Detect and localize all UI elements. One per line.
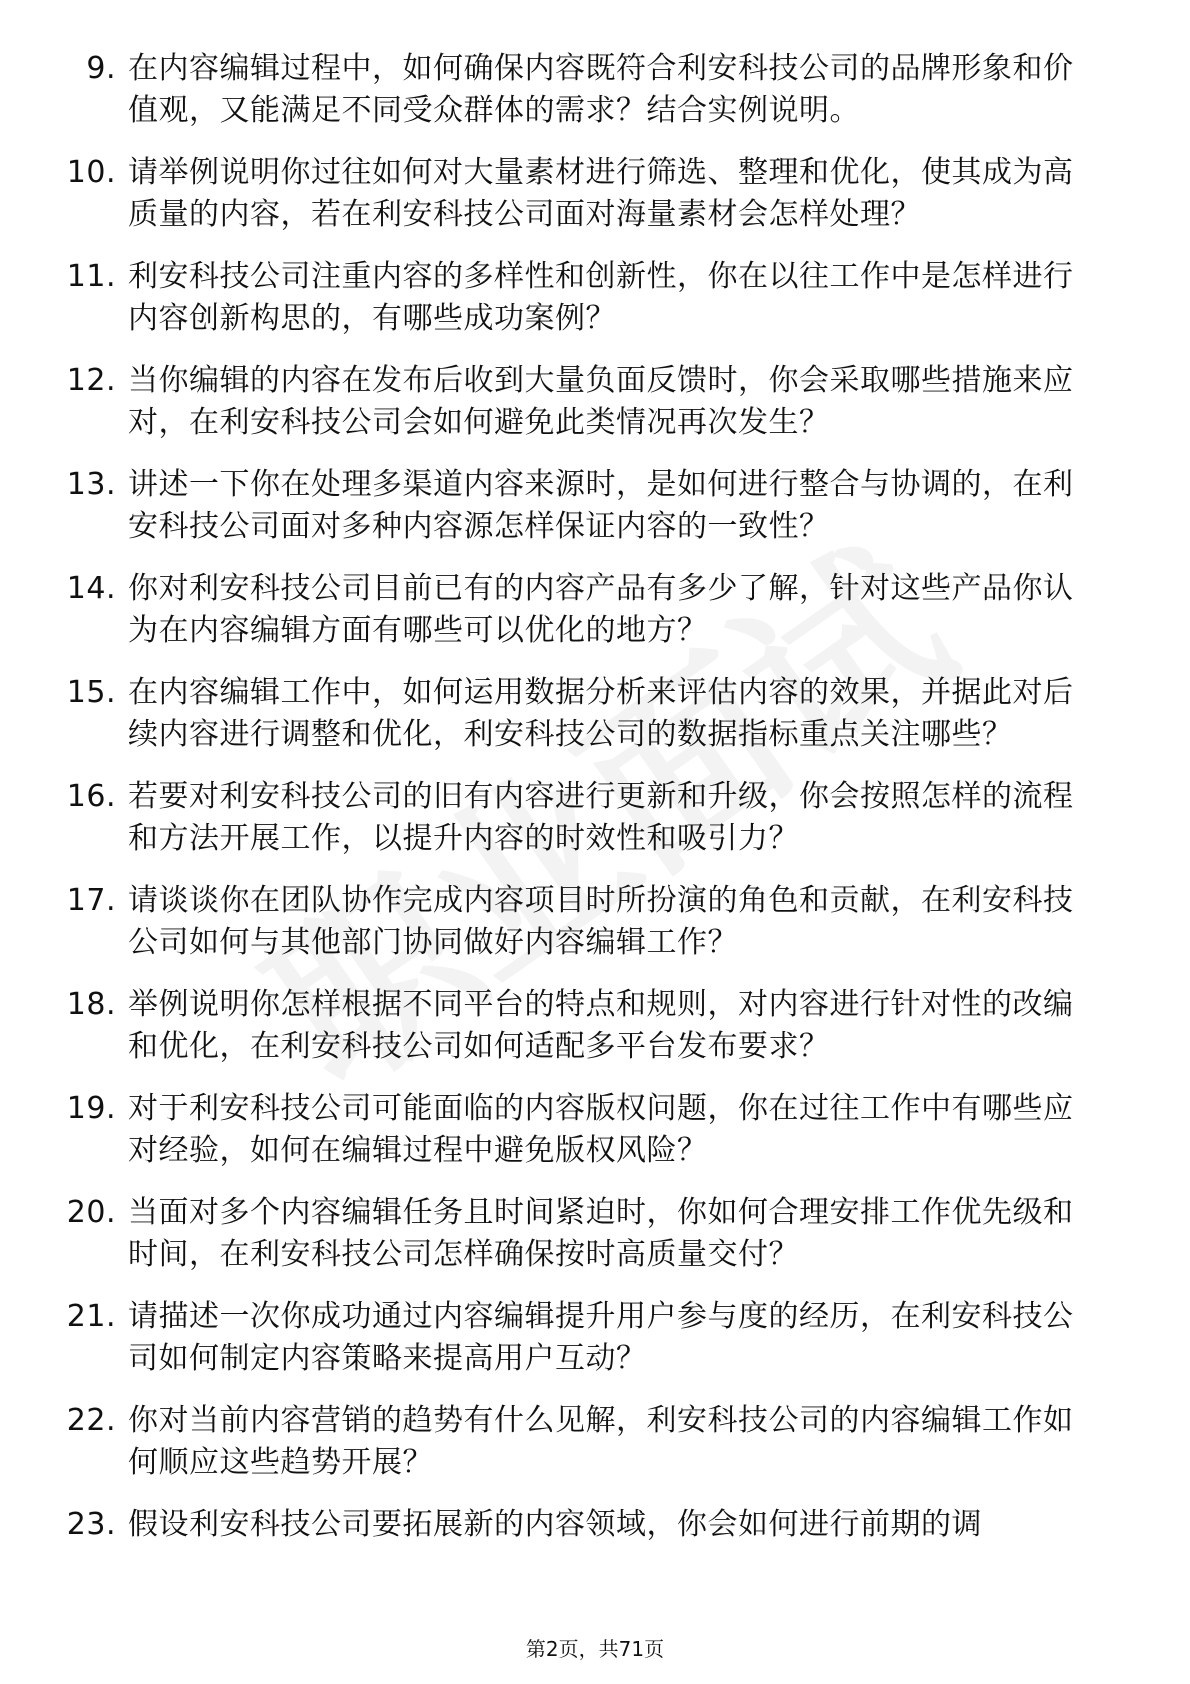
question-number: 10. (66, 155, 116, 190)
question-text: 在内容编辑工作中，如何运用数据分析来评估内容的效果，并据此对后续内容进行调整和优化，利安科技公司的数据指标重点关注哪些？ (128, 675, 1074, 752)
question-item (0, 880, 1190, 964)
question-text: 举例说明你怎样根据不同平台的特点和规则，对内容进行针对性的改编和优化，在利安科技公司如何适配多平台发布要求？ (128, 987, 1074, 1064)
question-item (0, 1088, 1190, 1172)
question-text: 若要对利安科技公司的旧有内容进行更新和升级，你会按照怎样的流程和方法开展工作，以提升内容的时效性和吸引力？ (128, 779, 1074, 856)
question-text: 你对利安科技公司目前已有的内容产品有多少了解，针对这些产品你认为在内容编辑方面有哪些可以优化的地方？ (128, 571, 1074, 648)
question-number: 17. (66, 883, 116, 918)
question-number: 11. (66, 259, 116, 294)
question-number: 12. (66, 363, 116, 398)
question-text: 讲述一下你在处理多渠道内容来源时，是如何进行整合与协调的，在利安科技公司面对多种内容源怎样保证内容的一致性？ (128, 467, 1074, 544)
page-number-footer: 第2页，共71页 (525, 1637, 665, 1661)
question-list (0, 48, 1190, 1566)
question-text: 对于利安科技公司可能面临的内容版权问题，你在过往工作中有哪些应对经验，如何在编辑过程中避免版权风险？ (128, 1091, 1074, 1168)
question-item (0, 1400, 1190, 1484)
question-item (0, 1192, 1190, 1276)
question-item (0, 48, 1190, 132)
question-number: 21. (66, 1299, 116, 1334)
question-text: 请谈谈你在团队协作完成内容项目时所扮演的角色和贡献，在利安科技公司如何与其他部门协同做好内容编辑工作？ (128, 883, 1074, 960)
question-text: 你对当前内容营销的趋势有什么见解，利安科技公司的内容编辑工作如何顺应这些趋势开展？ (128, 1403, 1074, 1480)
question-number: 23. (66, 1507, 116, 1542)
question-text: 当你编辑的内容在发布后收到大量负面反馈时，你会采取哪些措施来应对，在利安科技公司会如何避免此类情况再次发生？ (128, 363, 1074, 440)
question-text: 假设利安科技公司要拓展新的内容领域，你会如何进行前期的调 (128, 1507, 982, 1542)
question-item (0, 568, 1190, 652)
question-number: 13. (66, 467, 116, 502)
question-item (0, 464, 1190, 548)
question-number: 22. (66, 1403, 116, 1438)
question-text: 在内容编辑过程中，如何确保内容既符合利安科技公司的品牌形象和价值观，又能满足不同受众群体的需求？结合实例说明。 (128, 51, 1074, 128)
question-text: 利安科技公司注重内容的多样性和创新性，你在以往工作中是怎样进行内容创新构思的，有哪些成功案例？ (128, 259, 1074, 336)
question-number: 14. (66, 571, 116, 606)
question-item (0, 152, 1190, 236)
question-number: 19. (66, 1091, 116, 1126)
question-text: 当面对多个内容编辑任务且时间紧迫时，你如何合理安排工作优先级和时间，在利安科技公司怎样确保按时高质量交付？ (128, 1195, 1074, 1272)
question-number: 16. (66, 779, 116, 814)
question-number: 15. (66, 675, 116, 710)
question-item (0, 256, 1190, 340)
question-item (0, 776, 1190, 860)
question-number: 9. (86, 51, 116, 86)
question-number: 20. (66, 1195, 116, 1230)
question-item (0, 1296, 1190, 1380)
question-text: 请描述一次你成功通过内容编辑提升用户参与度的经历，在利安科技公司如何制定内容策略来提高用户互动？ (128, 1299, 1074, 1376)
question-text: 请举例说明你过往如何对大量素材进行筛选、整理和优化，使其成为高质量的内容，若在利安科技公司面对海量素材会怎样处理？ (128, 155, 1074, 232)
question-item (0, 360, 1190, 444)
question-item (0, 1504, 1190, 1546)
question-item (0, 672, 1190, 756)
question-item (0, 984, 1190, 1068)
question-number: 18. (66, 987, 116, 1022)
